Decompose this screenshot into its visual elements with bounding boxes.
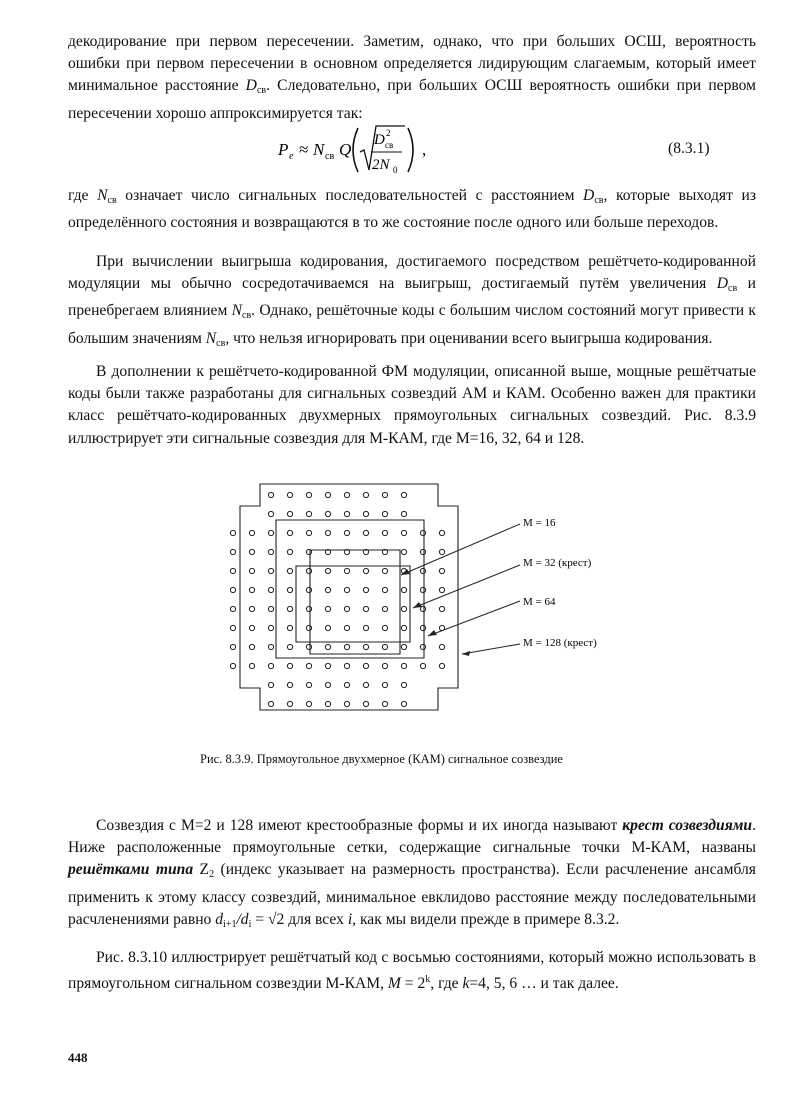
signal-point xyxy=(325,625,330,630)
arrow-m16 xyxy=(401,524,520,575)
label-m32: M = 32 (крест) xyxy=(523,557,592,569)
signal-point xyxy=(344,606,349,611)
signal-point xyxy=(420,606,425,611)
signal-point xyxy=(325,644,330,649)
signal-point xyxy=(363,682,368,687)
signal-point xyxy=(230,549,235,554)
signal-point xyxy=(382,663,387,668)
signal-point xyxy=(268,587,273,592)
signal-point xyxy=(230,568,235,573)
signal-point xyxy=(249,663,254,668)
signal-point xyxy=(287,663,292,668)
paragraph-3: При вычислении выигрыша кодирования, достигаемого посредством решётчето-кодированной модуляции мы обычно сосредотачиваемся на выигрыш, достигаемый путём увеличения $D_{св}$ и пренебрегаем влиянием $N_{св}$. Однако, решёточные коды с большим числом состояний могут привести к большим значениям $N_{св}$, что нельзя игнорировать при оценивании всего выигрыша кодирования. xyxy=(68,253,756,349)
signal-point xyxy=(287,644,292,649)
paragraph-4: В дополнении к решётчето-кодированной ФМ модуляции, описанной выше, мощные решётчатые коды были также разработаны для сигнальных созвездий АМ и КАМ. Особенно важен для практики класс решётчато-кодированных двухмерных прямоугольных сигнальных созвездий. Рис. 8.3.9 иллюстрирует эти сигнальные созвездия для М-КАМ, где М=16, 32, 64 и 128. xyxy=(68,363,756,447)
signal-point xyxy=(344,682,349,687)
signal-point xyxy=(363,625,368,630)
signal-point xyxy=(306,606,311,611)
signal-point xyxy=(401,549,406,554)
signal-point xyxy=(287,587,292,592)
eq-n: N xyxy=(313,140,325,159)
signal-point xyxy=(363,701,368,706)
signal-point xyxy=(306,682,311,687)
signal-point xyxy=(401,587,406,592)
arrow-m128 xyxy=(462,644,520,654)
signal-point xyxy=(268,549,273,554)
eq-frac-num-sup: 2 xyxy=(386,128,391,138)
boundary-m128-cross xyxy=(240,484,458,710)
eq-n-sub: св xyxy=(325,151,335,162)
signal-point xyxy=(325,606,330,611)
eq-frac-den: 2N xyxy=(372,157,390,173)
signal-point xyxy=(344,701,349,706)
signal-point xyxy=(287,568,292,573)
signal-point xyxy=(249,530,254,535)
signal-point xyxy=(401,663,406,668)
signal-point xyxy=(268,644,273,649)
signal-points xyxy=(230,492,444,706)
signal-point xyxy=(382,644,387,649)
signal-point xyxy=(287,530,292,535)
eq-q: Q xyxy=(339,140,352,159)
signal-point xyxy=(382,568,387,573)
signal-point xyxy=(230,606,235,611)
signal-point xyxy=(382,492,387,497)
signal-point xyxy=(325,568,330,573)
signal-point xyxy=(382,511,387,516)
signal-point xyxy=(344,511,349,516)
signal-point xyxy=(344,587,349,592)
label-m16: M = 16 xyxy=(523,517,556,529)
signal-point xyxy=(401,644,406,649)
paragraph-6: Рис. 8.3.10 иллюстрирует решётчатый код с восьмью состояниями, который можно использовать в прямоугольном сигнальном созвездии М-КАМ, $M = 2^k$, где k=4, 5, 6 … и так далее. xyxy=(68,949,756,993)
signal-point xyxy=(230,587,235,592)
eq-approx: ≈ xyxy=(299,140,309,159)
signal-point xyxy=(420,568,425,573)
signal-point xyxy=(268,511,273,516)
signal-point xyxy=(420,587,425,592)
signal-point xyxy=(344,492,349,497)
label-m64: M = 64 xyxy=(523,596,556,608)
signal-point xyxy=(439,530,444,535)
signal-point xyxy=(420,549,425,554)
signal-point xyxy=(268,568,273,573)
constellation-svg xyxy=(200,478,640,740)
signal-point xyxy=(382,682,387,687)
signal-point xyxy=(268,530,273,535)
signal-point xyxy=(325,530,330,535)
signal-point xyxy=(363,530,368,535)
arrow-m64-head xyxy=(428,630,437,636)
signal-point xyxy=(306,701,311,706)
figure-caption: Рис. 8.3.9. Прямоугольное двухмерное (КАМ) сигнальное созвездие xyxy=(200,752,563,766)
signal-point xyxy=(325,587,330,592)
eq-lhs-sub: e xyxy=(289,151,294,162)
signal-point xyxy=(439,568,444,573)
signal-point xyxy=(401,492,406,497)
signal-point xyxy=(382,530,387,535)
label-m128: M = 128 (крест) xyxy=(523,637,597,649)
signal-point xyxy=(287,492,292,497)
signal-point xyxy=(268,701,273,706)
signal-point xyxy=(306,663,311,668)
signal-point xyxy=(287,606,292,611)
signal-point xyxy=(382,625,387,630)
signal-point xyxy=(306,492,311,497)
signal-point xyxy=(420,625,425,630)
signal-point xyxy=(249,644,254,649)
signal-point xyxy=(363,587,368,592)
signal-point xyxy=(363,606,368,611)
eq-lhs: P xyxy=(278,140,289,159)
signal-point xyxy=(401,682,406,687)
signal-point xyxy=(325,663,330,668)
signal-point xyxy=(306,587,311,592)
signal-point xyxy=(306,568,311,573)
signal-point xyxy=(249,549,254,554)
signal-point xyxy=(439,549,444,554)
signal-point xyxy=(249,568,254,573)
signal-point xyxy=(287,682,292,687)
signal-point xyxy=(287,701,292,706)
page-number: 448 xyxy=(68,1050,88,1065)
signal-point xyxy=(382,701,387,706)
signal-point xyxy=(344,644,349,649)
signal-point xyxy=(268,492,273,497)
signal-point xyxy=(325,701,330,706)
eq-frac-num: D xyxy=(374,132,385,148)
signal-point xyxy=(268,663,273,668)
signal-point xyxy=(306,511,311,516)
signal-point xyxy=(382,587,387,592)
signal-point xyxy=(268,625,273,630)
signal-point xyxy=(230,530,235,535)
signal-point xyxy=(249,587,254,592)
signal-point xyxy=(325,492,330,497)
signal-point xyxy=(306,644,311,649)
signal-point xyxy=(325,511,330,516)
paragraph-1: декодирование при первом пересечении. Заметим, однако, что при больших ОСШ, вероятность ошибки при первом пересечении в основном определяется лидирующим слагаемым, который имеет минимальное расстояние $D_{св}$. Следовательно, при больших ОСШ вероятность ошибки при первом пересечении хорошо аппроксимируется так: xyxy=(68,33,757,122)
signal-point xyxy=(401,625,406,630)
signal-point xyxy=(439,587,444,592)
signal-point xyxy=(287,625,292,630)
paragraph-5: Созвездия с М=2 и 128 имеют крестообразные формы и их иногда называют крест созвездиями. Ниже расположенные прямоугольные сетки, содержащие сигнальные точки М-КАМ, названы решётками типа $Z_2$ (индекс указывает на размерность пространства). Если расчленение ансамбля применить к этому классу созвездий, минимальное евклидово расстояние между последовательными расчленениями равно $d_{i+1}/d_i = √2$ для всех i, как мы видели прежде в примере 8.3.2. xyxy=(68,817,756,930)
signal-point xyxy=(306,530,311,535)
signal-point xyxy=(344,663,349,668)
signal-point xyxy=(401,701,406,706)
signal-point xyxy=(401,530,406,535)
signal-point xyxy=(363,663,368,668)
signal-point xyxy=(439,644,444,649)
paragraph-2: где $N_{св}$ означает число сигнальных последовательностей с расстоянием $D_{св}$, которые выходят из определённого состояния и возвращаются в то же состояние после одного или больше переходов. xyxy=(68,187,756,232)
signal-point xyxy=(230,663,235,668)
signal-point xyxy=(344,568,349,573)
signal-point xyxy=(363,568,368,573)
signal-point xyxy=(439,606,444,611)
signal-point xyxy=(230,625,235,630)
signal-point xyxy=(363,492,368,497)
signal-point xyxy=(306,625,311,630)
eq-frac-den-sub: 0 xyxy=(393,165,398,175)
signal-point xyxy=(249,625,254,630)
signal-point xyxy=(268,682,273,687)
signal-point xyxy=(420,663,425,668)
signal-point xyxy=(439,663,444,668)
signal-point xyxy=(363,644,368,649)
signal-point xyxy=(287,549,292,554)
signal-point xyxy=(287,511,292,516)
figure-constellation xyxy=(200,478,640,740)
signal-point xyxy=(401,511,406,516)
arrow-m16-head xyxy=(401,569,410,575)
eq-right-paren xyxy=(408,128,413,172)
arrow-m32-head xyxy=(413,602,422,608)
signal-point xyxy=(420,644,425,649)
signal-point xyxy=(249,606,254,611)
signal-point xyxy=(344,625,349,630)
equation-number: (8.3.1) xyxy=(668,140,710,157)
eq-comma: , xyxy=(422,140,427,159)
signal-point xyxy=(363,511,368,516)
arrow-m32 xyxy=(413,565,520,608)
signal-point xyxy=(344,530,349,535)
signal-point xyxy=(420,530,425,535)
signal-point xyxy=(325,682,330,687)
signal-point xyxy=(382,606,387,611)
signal-point xyxy=(401,606,406,611)
signal-point xyxy=(230,644,235,649)
eq-left-paren xyxy=(353,128,358,172)
signal-point xyxy=(268,606,273,611)
eq-frac-num-sub: св xyxy=(385,140,394,150)
